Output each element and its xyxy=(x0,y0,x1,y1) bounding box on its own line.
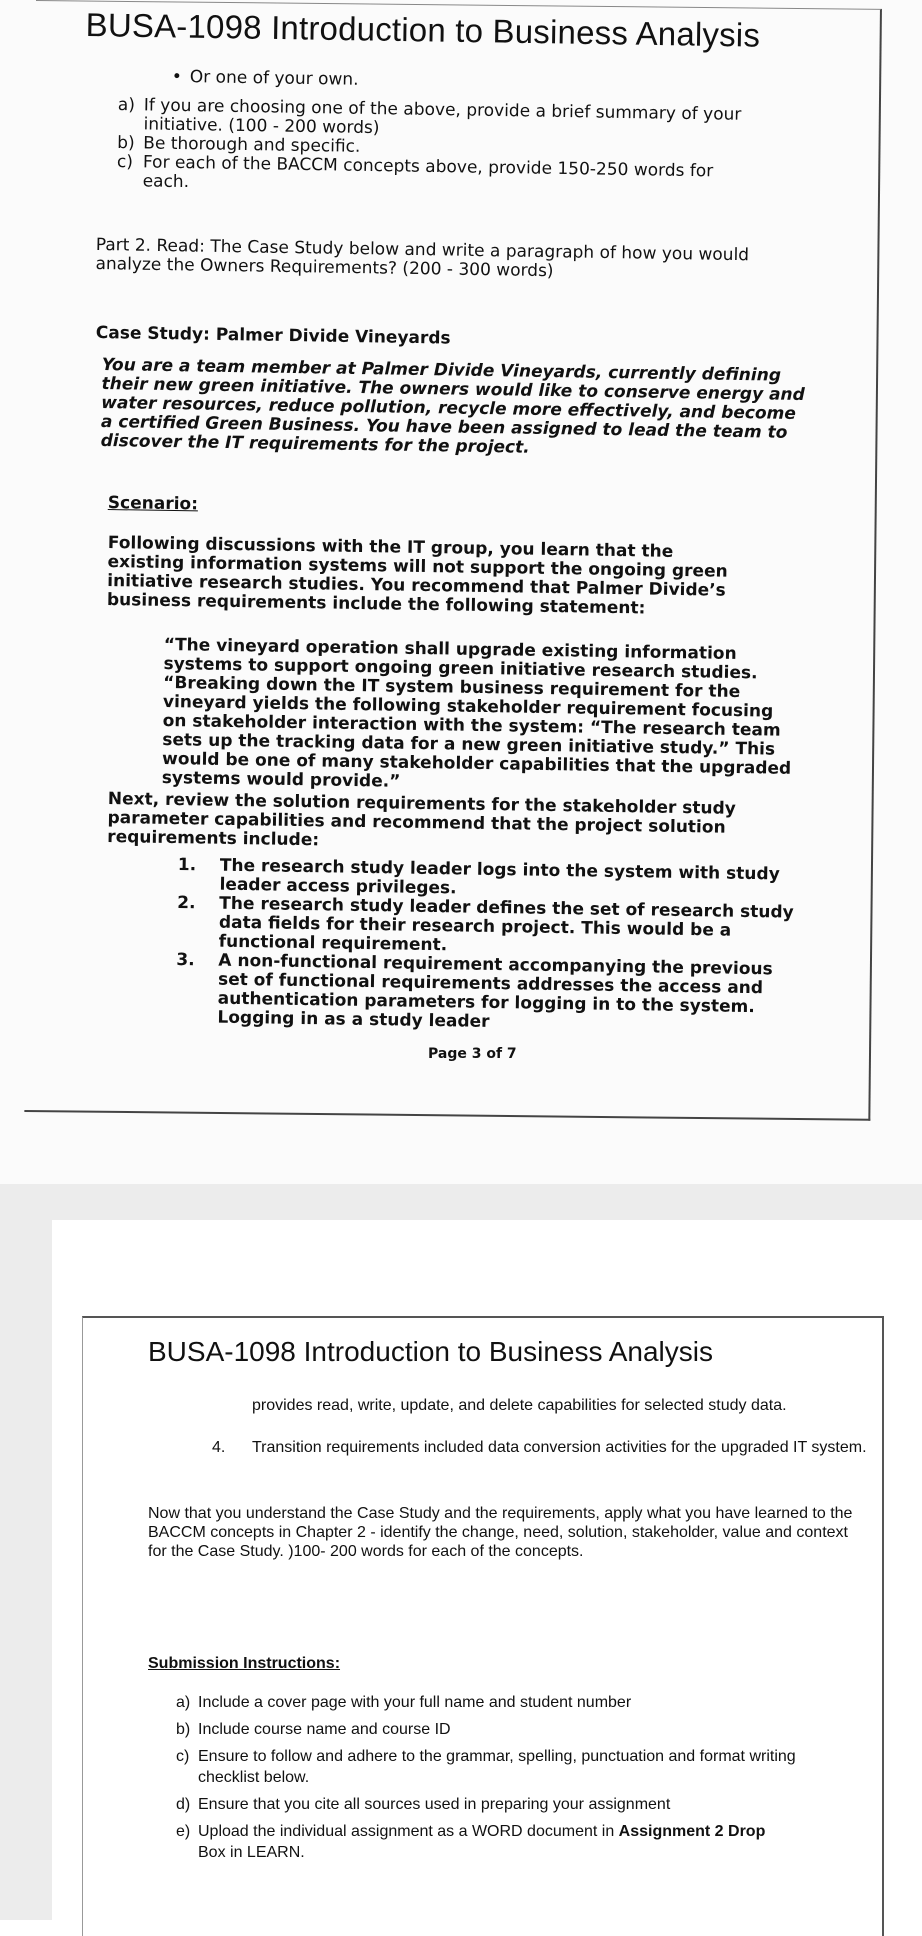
list-marker: b) xyxy=(176,1721,191,1738)
list-marker: b) xyxy=(117,132,135,154)
list-text: A non-functional requirement accompanying the previous set of functional requirements addresses the access and authentication parameters for logging in to the system. Logging in as a study leader xyxy=(217,950,773,1032)
bullet-icon: • xyxy=(171,66,183,88)
list-marker: 2. xyxy=(177,892,196,914)
list-text: The research study leader defines the set of research study data fields for their research project. This would be a functional requirement. xyxy=(218,893,794,956)
list-text: For each of the BACCM concepts above, provide 150-250 words for each. xyxy=(142,152,714,193)
list-marker: 3. xyxy=(176,949,195,971)
list-text: Ensure that you cite all sources used in preparing your assignment xyxy=(198,1796,671,1813)
list-text: Box in LEARN. xyxy=(198,1844,305,1861)
list-item xyxy=(176,1821,846,1863)
course-title: BUSA-1098 Introduction to Business Analysis xyxy=(148,1336,713,1367)
submission-list xyxy=(176,1692,846,1869)
list-item xyxy=(176,1794,846,1815)
list-marker: d) xyxy=(176,1796,191,1813)
submission-heading: Submission Instructions: xyxy=(148,1655,341,1672)
bullet-item xyxy=(171,66,359,90)
list-item xyxy=(212,1438,872,1457)
bullet-text: Or one of your own. xyxy=(189,67,359,90)
list-item xyxy=(176,1692,846,1713)
list-marker: 1. xyxy=(177,855,197,876)
part2-instruction: Part 2. Read: The Case Study below and write a paragraph of how you would analyze the Owners Requirements? (200 - 300 words) xyxy=(95,235,750,282)
list-marker: c) xyxy=(176,1748,190,1765)
numbered-list xyxy=(175,856,798,1037)
list-item xyxy=(175,951,796,1037)
scenario-heading: Scenario: xyxy=(107,493,199,515)
list-a xyxy=(117,96,758,201)
case-study-intro: You are a team member at Palmer Divide Vineyards, currently defining their new green initiative. The owners would like to conserve energy and water resources, reduce pollution, recycle more effectively, and become a certified Green Business. You have been assigned to lead the team to discover the IT requirements for the project. xyxy=(100,355,805,458)
scenario-text: Following discussions with the IT group, you learn that the existing information systems will not support the ongoing green initiative research studies. You recommend that Palmer Divide’s business requirements include the following statement: xyxy=(106,533,728,619)
course-title: BUSA-1098 Introduction to Business Analysis xyxy=(85,6,761,54)
list-marker: a) xyxy=(176,1694,191,1711)
list-marker: e) xyxy=(176,1823,191,1840)
case-study-heading: Case Study: Palmer Divide Vineyards xyxy=(95,323,451,349)
list-text: Be thorough and specific. xyxy=(143,133,361,157)
next-review-text: Next, review the solution requirements for the stakeholder study parameter capabilities and recommend that the project solution requirements include: xyxy=(107,789,737,851)
list-text: The research study leader logs into the system with study leader access privileges. xyxy=(219,855,780,899)
list-marker: c) xyxy=(116,151,134,173)
document-page-2 xyxy=(52,1220,922,1920)
list-item xyxy=(176,1719,846,1740)
list-text: Ensure to follow and adhere to the grammar, spelling, punctuation and format writing checklist below. xyxy=(198,1748,796,1786)
list-text: Include a cover page with your full name and student number xyxy=(198,1694,632,1711)
list-item xyxy=(176,1746,846,1788)
page-number: Page 3 of 7 xyxy=(428,1046,517,1062)
list-text: Upload the individual assignment as a WORD document in xyxy=(198,1823,619,1840)
page-gap xyxy=(0,1220,52,1920)
list-text: Transition requirements included data conversion activities for the upgraded IT system. xyxy=(252,1439,867,1456)
list-marker: a) xyxy=(117,95,136,116)
list-text: Include course name and course ID xyxy=(198,1721,451,1738)
apply-instructions: Now that you understand the Case Study and the requirements, apply what you have learned to the BACCM concepts in Chapter 2 - identify the change, need, solution, stakeholder, value and context for the Case Study. )100- 200 words for each of the concepts. xyxy=(148,1505,853,1560)
continuation-text: provides read, write, update, and delete capabilities for selected study data. xyxy=(252,1397,787,1414)
page-gap xyxy=(0,1184,922,1220)
requirement-quote: “The vineyard operation shall upgrade existing information systems to support ongoing green initiative research studies. “Breaking down the IT system business requirement for the vineyard yields the following stakeholder requirement focusing on stakeholder interaction with the system: “The research team sets up the tracking data for a new green initiative study.” This would be one of many stakeholder capabilities that the upgraded systems would provide.” xyxy=(161,635,792,792)
list-text: If you are choosing one of the above, provide a brief summary of your initiative. (100 - 200 words) xyxy=(143,95,742,139)
list-text-bold: Assignment 2 Drop xyxy=(618,1823,766,1840)
list-marker: 4. xyxy=(212,1439,226,1456)
